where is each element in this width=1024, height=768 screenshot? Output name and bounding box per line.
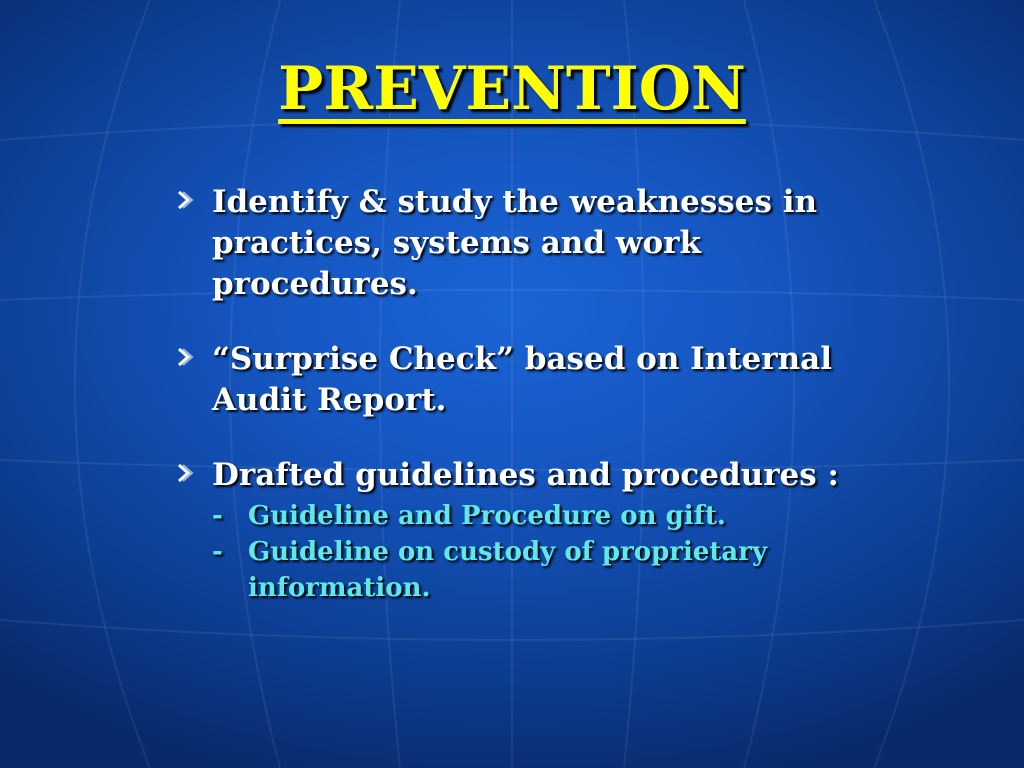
title-text: PREVENTION: [278, 54, 746, 124]
bullet-text: Identify & study the weaknesses in practices, systems and work procedures.: [212, 184, 818, 302]
dash-marker: -: [212, 501, 223, 531]
sub-list-item: [212, 498, 892, 534]
sub-item-text: Guideline and Procedure on gift.: [248, 501, 726, 531]
bullet-item: [172, 182, 892, 305]
bullet-list: [172, 182, 892, 640]
sub-list: [212, 498, 892, 606]
bullet-text: “Surprise Check” based on Internal Audit Report.: [212, 341, 832, 418]
chevron-right-icon: [176, 461, 194, 485]
bullet-item: [172, 455, 892, 606]
slide-title: [0, 52, 1024, 126]
dash-marker: -: [212, 537, 223, 567]
sub-item-text: Guideline on custody of proprietary information.: [248, 537, 768, 603]
bullet-item: [172, 339, 892, 421]
sub-list-item: [212, 534, 892, 606]
bullet-text: Drafted guidelines and procedures :: [212, 457, 839, 493]
chevron-right-icon: [176, 188, 194, 212]
chevron-right-icon: [176, 345, 194, 369]
